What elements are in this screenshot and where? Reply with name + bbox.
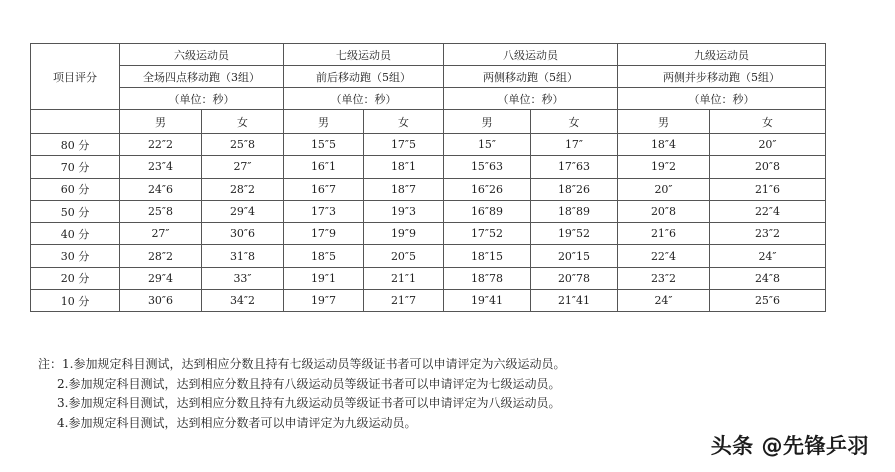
time-cell: 20″15 [531,245,618,267]
level-7-item: 前后移动跑（5组） [284,66,444,88]
time-cell: 29″4 [120,267,202,289]
level-9-unit: （单位：秒） [618,88,826,110]
time-cell: 30″6 [120,290,202,312]
time-cell: 17″3 [284,200,364,222]
time-cell: 20″ [710,134,826,156]
female-header: 女 [531,110,618,134]
time-cell: 24″8 [710,267,826,289]
time-cell: 33″ [202,267,284,289]
time-cell: 15″ [444,134,531,156]
time-cell: 18″26 [531,178,618,200]
score-cell: 40 分 [31,223,120,245]
table-row [31,223,826,245]
time-cell: 17″5 [364,134,444,156]
level-9-item: 两侧并步移动跑（5组） [618,66,826,88]
table-row [31,156,826,178]
time-cell: 18″89 [531,200,618,222]
time-cell: 23″2 [618,267,710,289]
female-header: 女 [202,110,284,134]
time-cell: 19″52 [531,223,618,245]
time-cell: 22″4 [710,200,826,222]
level-6-unit: （单位：秒） [120,88,284,110]
time-cell: 16″7 [284,178,364,200]
time-cell: 27″ [120,223,202,245]
time-cell: 34″2 [202,290,284,312]
time-cell: 27″ [202,156,284,178]
female-header: 女 [710,110,826,134]
item-score-header: 项目评分 [31,44,120,110]
female-header: 女 [364,110,444,134]
time-cell: 19″9 [364,223,444,245]
time-cell: 18″7 [364,178,444,200]
table-row [31,178,826,200]
time-cell: 17″9 [284,223,364,245]
male-header: 男 [444,110,531,134]
score-cell: 80 分 [31,134,120,156]
time-cell: 15″5 [284,134,364,156]
time-cell: 28″2 [202,178,284,200]
time-cell: 18″78 [444,267,531,289]
table-body [31,134,826,312]
score-cell: 60 分 [31,178,120,200]
time-cell: 17″63 [531,156,618,178]
score-standards-table [30,43,826,312]
table-row [31,134,826,156]
time-cell: 29″4 [202,200,284,222]
time-cell: 19″3 [364,200,444,222]
time-cell: 21″6 [618,223,710,245]
time-cell: 19″41 [444,290,531,312]
time-cell: 18″1 [364,156,444,178]
score-cell: 10 分 [31,290,120,312]
time-cell: 20″78 [531,267,618,289]
time-cell: 25″8 [202,134,284,156]
time-cell: 16″26 [444,178,531,200]
time-cell: 20″5 [364,245,444,267]
level-7-unit: （单位：秒） [284,88,444,110]
male-header: 男 [120,110,202,134]
time-cell: 18″5 [284,245,364,267]
note-2: 2.参加规定科目测试，达到相应分数且持有八级运动员等级证书者可以申请评定为七级运动员。 [57,376,561,391]
time-cell: 15″63 [444,156,531,178]
time-cell: 20″8 [710,156,826,178]
table-row [31,290,826,312]
time-cell: 23″2 [710,223,826,245]
time-cell: 30″6 [202,223,284,245]
time-cell: 20″ [618,178,710,200]
time-cell: 24″ [710,245,826,267]
watermark-text: 头条 @先锋乒羽 [710,434,869,458]
level-6-title: 六级运动员 [120,44,284,66]
time-cell: 18″4 [618,134,710,156]
time-cell: 25″8 [120,200,202,222]
time-cell: 19″1 [284,267,364,289]
time-cell: 21″7 [364,290,444,312]
time-cell: 24″6 [120,178,202,200]
level-6-item: 全场四点移动跑（3组） [120,66,284,88]
note-3: 3.参加规定科目测试，达到相应分数且持有九级运动员等级证书者可以申请评定为八级运动员。 [57,396,561,410]
corner-blank [31,110,120,134]
time-cell: 28″2 [120,245,202,267]
time-cell: 21″1 [364,267,444,289]
time-cell: 24″ [618,290,710,312]
note-4: 4.参加规定科目测试，达到相应分数者可以申请评定为九级运动员。 [57,415,417,430]
time-cell: 21″41 [531,290,618,312]
male-header: 男 [284,110,364,134]
score-cell: 30 分 [31,245,120,267]
time-cell: 22″4 [618,245,710,267]
time-cell: 16″89 [444,200,531,222]
time-cell: 17″52 [444,223,531,245]
level-8-title: 八级运动员 [444,44,618,66]
notes-section [38,355,565,433]
time-cell: 18″15 [444,245,531,267]
male-header: 男 [618,110,710,134]
score-cell: 50 分 [31,200,120,222]
table-row [31,267,826,289]
time-cell: 17″ [531,134,618,156]
time-cell: 31″8 [202,245,284,267]
level-7-title: 七级运动员 [284,44,444,66]
time-cell: 16″1 [284,156,364,178]
table-row [31,200,826,222]
time-cell: 25″6 [710,290,826,312]
level-8-unit: （单位：秒） [444,88,618,110]
level-9-title: 九级运动员 [618,44,826,66]
time-cell: 23″4 [120,156,202,178]
score-cell: 20 分 [31,267,120,289]
table-row [31,245,826,267]
time-cell: 19″7 [284,290,364,312]
level-8-item: 两侧移动跑（5组） [444,66,618,88]
note-1: 注：1.参加规定科目测试，达到相应分数且持有七级运动员等级证书者可以申请评定为六级运动员。 [38,357,566,371]
time-cell: 21″6 [710,178,826,200]
score-cell: 70 分 [31,156,120,178]
time-cell: 22″2 [120,134,202,156]
time-cell: 19″2 [618,156,710,178]
time-cell: 20″8 [618,200,710,222]
